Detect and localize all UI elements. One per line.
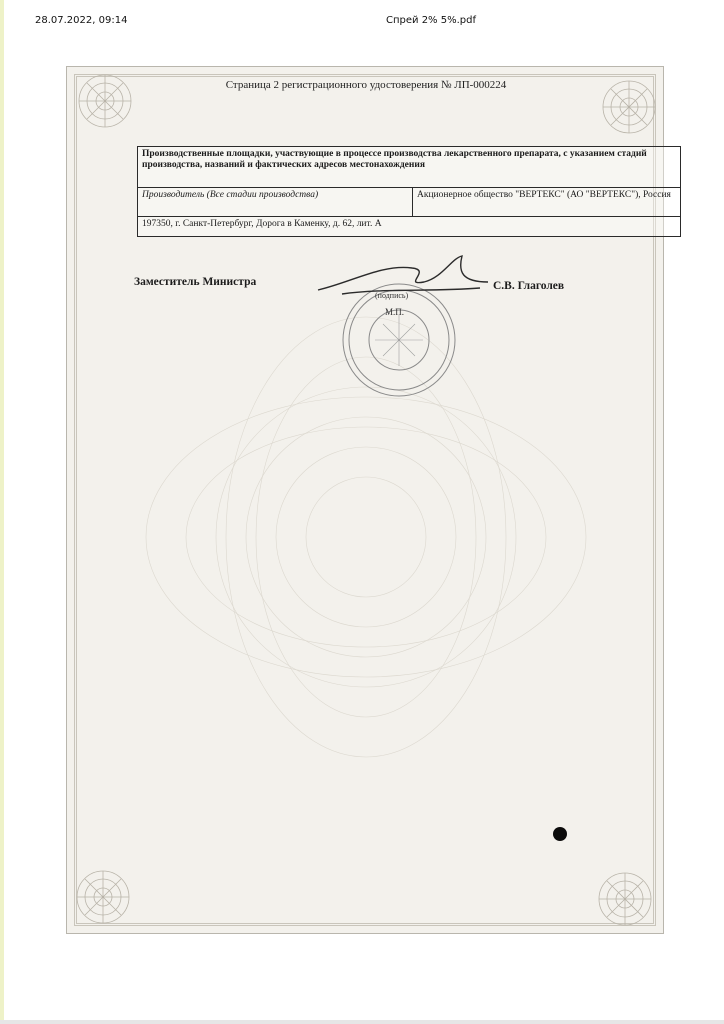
table-row	[138, 188, 681, 217]
manufacturer-role-cell: Производитель (Все стадии производства)	[138, 188, 413, 217]
scan-bottom-edge	[0, 1020, 724, 1024]
signatory-name: С.В. Глаголев	[493, 280, 565, 292]
table-row	[138, 147, 681, 188]
signature-block	[67, 252, 665, 392]
corner-ornament-icon	[593, 867, 657, 931]
certificate-page	[66, 66, 671, 934]
print-header	[0, 15, 724, 31]
table-row	[138, 217, 681, 237]
signatory-title: Заместитель Министра	[134, 276, 257, 288]
scan-edge	[0, 0, 4, 1024]
signature-caption: (подпись)	[375, 291, 409, 300]
manufacturer-address-cell: 197350, г. Санкт-Петербург, Дорога в Каменку, д. 62, лит. А	[138, 217, 681, 237]
table-header-cell: Производственные площадки, участвующие в процессе производства лекарственного препарата, с указанием стадий производства, названий и фактических адресов местонахождения	[138, 147, 681, 188]
print-datetime: 28.07.2022, 09:14	[35, 15, 128, 26]
punch-hole	[553, 827, 567, 841]
production-sites-table	[137, 146, 681, 237]
manufacturer-org-cell: Акционерное общество "ВЕРТЕКС" (АО "ВЕРТЕКС"), Россия	[413, 188, 681, 217]
print-filename: Спрей 2% 5%.pdf	[386, 15, 476, 26]
corner-ornament-icon	[71, 865, 135, 929]
page-heading: Страница 2 регистрационного удостоверения № ЛП-000224	[225, 79, 507, 91]
seal-place-label: М.П.	[385, 307, 405, 317]
